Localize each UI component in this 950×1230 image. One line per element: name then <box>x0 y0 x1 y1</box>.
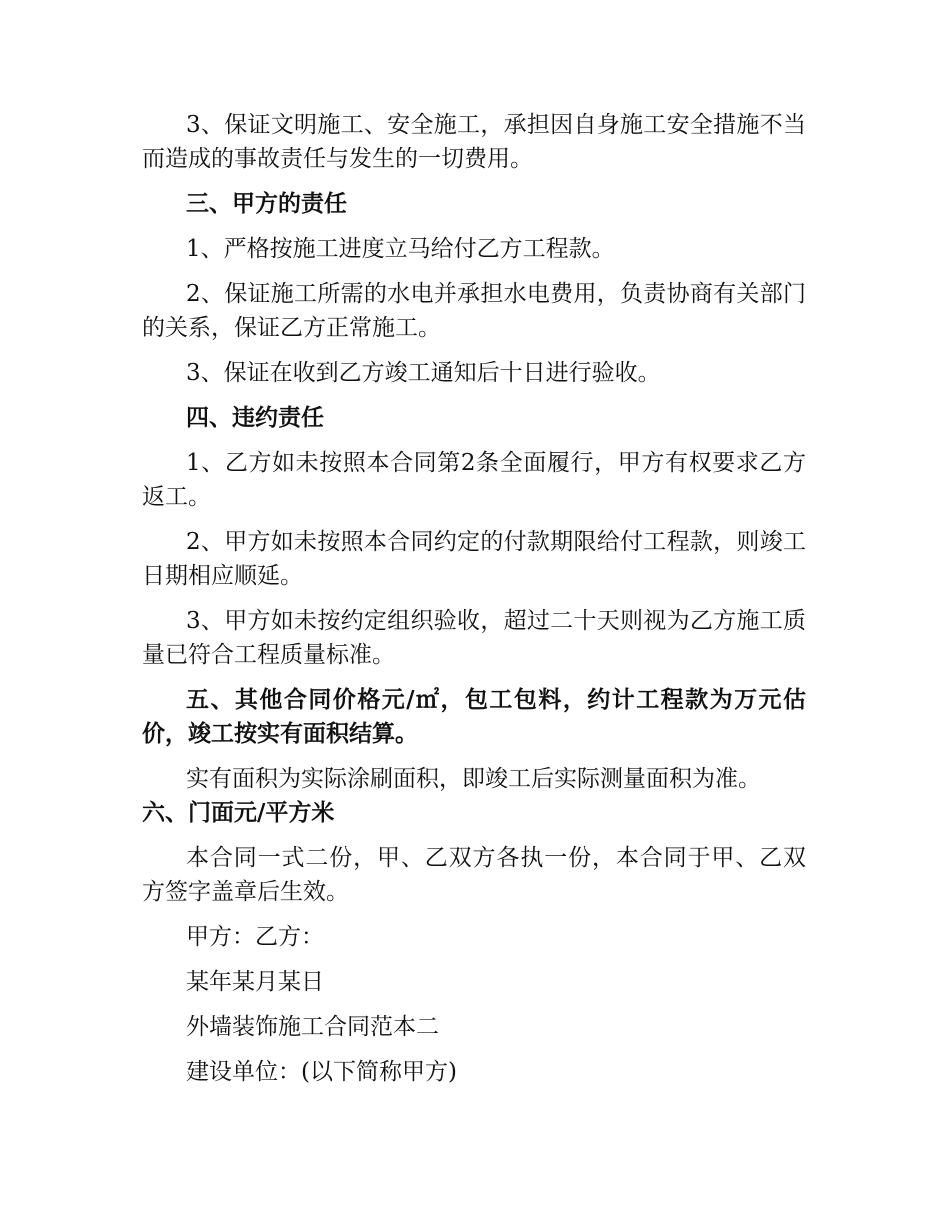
paragraph-acceptance-deadline: 3、甲方如未按约定组织验收，超过二十天则视为乙方施工质量已符合工程质量标准。 <box>142 608 806 668</box>
construction-unit-line: 建设单位：(以下简称甲方) <box>186 1059 457 1085</box>
template-title: 外墙装饰施工合同范本二 <box>186 1014 439 1040</box>
heading-party-a-responsibility: 三、甲方的责任 <box>186 190 347 217</box>
paragraph-acceptance: 3、保证在收到乙方竣工通知后十日进行验收。 <box>186 360 661 386</box>
paragraph-payment: 1、严格按施工进度立马给付乙方工程款。 <box>186 236 615 262</box>
paragraph-rework: 1、乙方如未按照本合同第2条全面履行，甲方有权要求乙方返工。 <box>142 450 806 510</box>
paragraph-safety-responsibility: 3、保证文明施工、安全施工，承担因自身施工安全措施不当而造成的事故责任与发生的一切费用。 <box>142 112 806 172</box>
paragraph-utilities: 2、保证施工所需的水电并承担水电费用，负责协商有关部门的关系，保证乙方正常施工。 <box>142 281 806 341</box>
heading-breach-liability: 四、违约责任 <box>186 404 324 431</box>
paragraph-delay: 2、甲方如未按照本合同约定的付款期限给付工程款，则竣工日期相应顺延。 <box>142 529 806 589</box>
paragraph-copies: 本合同一式二份，甲、乙双方各执一份，本合同于甲、乙双方签字盖章后生效。 <box>142 845 806 905</box>
heading-other-contract-price: 五、其他合同价格元/㎡，包工包料，约计工程款为万元估价，竣工按实有面积结算。 <box>142 686 806 747</box>
paragraph-actual-area: 实有面积为实际涂刷面积，即竣工后实际测量面积为准。 <box>186 766 761 792</box>
signature-date: 某年某月某日 <box>186 969 324 995</box>
heading-storefront-price: 六、门面元/平方米 <box>142 799 335 826</box>
document-body <box>142 108 806 1100</box>
signature-parties: 甲方：乙方： <box>186 924 324 950</box>
